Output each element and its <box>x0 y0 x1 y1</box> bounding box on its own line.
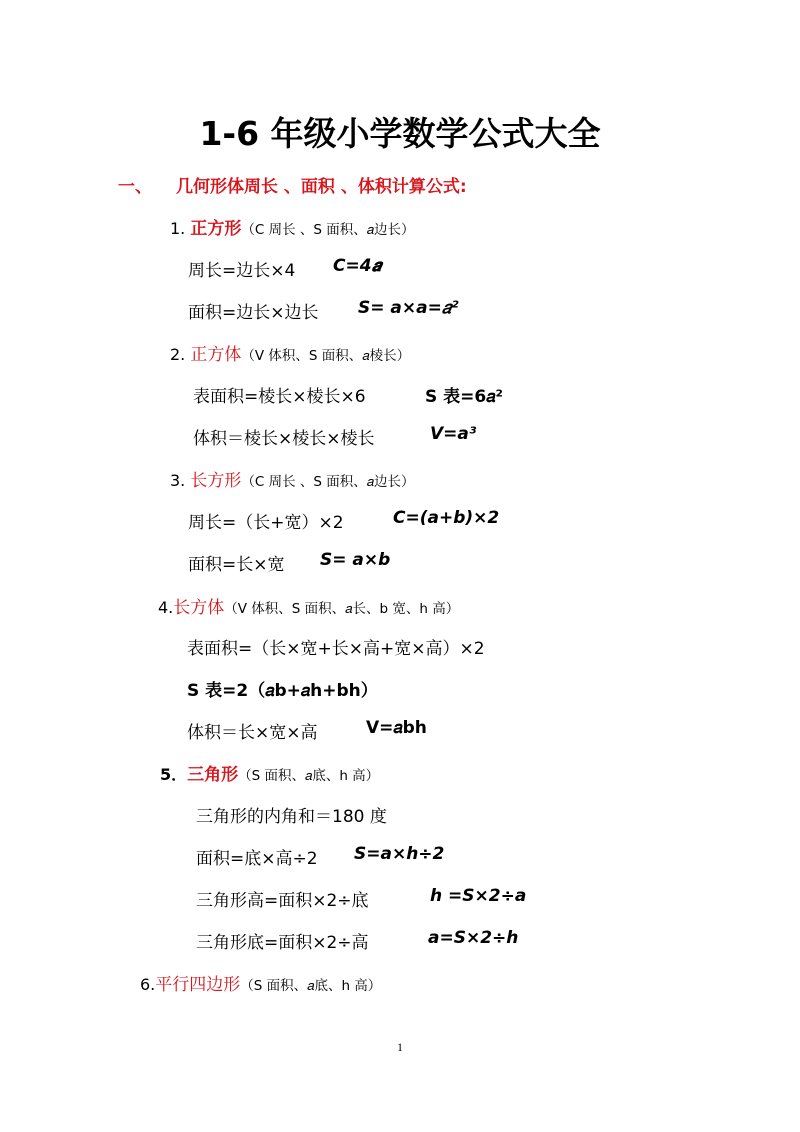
formula-line <box>193 424 375 449</box>
formula-line <box>188 256 295 281</box>
formula-expression: S 表=6𝑎² <box>425 387 503 407</box>
formula-line <box>196 844 318 869</box>
shape-number: 2. <box>170 345 186 364</box>
shape-name: 平行四边形 <box>155 975 241 995</box>
formula-expression: S 表=2（𝑎b+𝑎h+bh） <box>187 681 378 701</box>
formula-text: 周长=（长+宽）×2 <box>188 513 344 533</box>
shape-number: 6. <box>140 975 156 994</box>
section-label: 几何形体周长 、面积 、体积计算公式: <box>176 177 467 197</box>
formula-text: 面积=长×宽 <box>188 555 285 575</box>
shape-heading-square <box>170 214 415 239</box>
formula-expression: S= a×b <box>320 550 391 570</box>
shape-note: （V 体积、S 面积、𝑎长、b 宽、h 高） <box>224 601 460 617</box>
shape-heading-parallelogram <box>140 970 381 995</box>
formula-text: 三角形底=面积×2÷高 <box>196 933 369 953</box>
formula-text: 表面积=棱长×棱长×6 <box>193 387 366 407</box>
shape-heading-cuboid <box>158 593 459 618</box>
page-title: 1-6 年级小学数学公式大全 <box>199 114 601 153</box>
formula-line: 表面积=（长×宽+长×高+宽×高）×2 <box>187 639 485 659</box>
shape-heading-cube <box>170 340 410 365</box>
formula-text: 体积＝棱长×棱长×棱长 <box>193 429 375 449</box>
shape-heading-rectangle <box>170 466 415 491</box>
shape-note: （C 周长 、S 面积、𝑎边长） <box>241 222 415 238</box>
formula-expression: S= a×a=𝑎² <box>358 298 459 318</box>
shape-name: 正方形 <box>190 219 242 239</box>
formula-expression: C=(a+b)×2 <box>393 508 500 528</box>
shape-name: 长方形 <box>190 471 242 491</box>
formula-line: 三角形的内角和＝180 度 <box>196 807 387 827</box>
shape-note: （V 体积、S 面积、𝑎棱长） <box>241 348 411 364</box>
shape-number: 4. <box>158 598 174 617</box>
shape-note: （S 面积、𝑎底、h 高） <box>240 978 382 994</box>
shape-number: 3. <box>170 471 186 490</box>
shape-number: 5． <box>160 765 188 784</box>
page-number: 1 <box>397 1040 403 1054</box>
formula-expression: V=𝑎bh <box>366 718 427 738</box>
shape-note: （C 周长 、S 面积、𝑎边长） <box>241 474 415 490</box>
section-heading <box>118 172 467 197</box>
formula-line <box>196 928 369 953</box>
formula-text: 三角形高=面积×2÷底 <box>196 891 369 911</box>
formula-expression: C=4𝒂 <box>333 256 382 276</box>
formula-text: 面积=底×高÷2 <box>196 849 318 869</box>
shape-name: 正方体 <box>190 345 242 365</box>
formula-line <box>188 550 285 575</box>
section-number: 一、 <box>118 177 152 197</box>
shape-heading-triangle <box>160 760 379 785</box>
formula-text: 周长=边长×4 <box>188 261 296 281</box>
formula-line <box>187 718 318 743</box>
shape-note: （S 面积、𝑎底、h 高） <box>238 768 380 784</box>
formula-text: 面积=边长×边长 <box>188 303 319 323</box>
formula-expression: V=a³ <box>430 424 477 444</box>
shape-number: 1. <box>170 219 186 238</box>
formula-expression: a=S×2÷h <box>428 928 519 948</box>
formula-expression: S=a×h÷2 <box>354 844 445 864</box>
formula-expression: h =S×2÷a <box>430 886 527 906</box>
formula-line <box>196 886 369 911</box>
shape-name: 长方体 <box>173 598 225 618</box>
formula-line <box>188 298 319 323</box>
formula-text: 体积＝长×宽×高 <box>187 723 318 743</box>
formula-line <box>193 382 366 407</box>
formula-line <box>188 508 344 533</box>
shape-name: 三角形 <box>187 765 239 785</box>
